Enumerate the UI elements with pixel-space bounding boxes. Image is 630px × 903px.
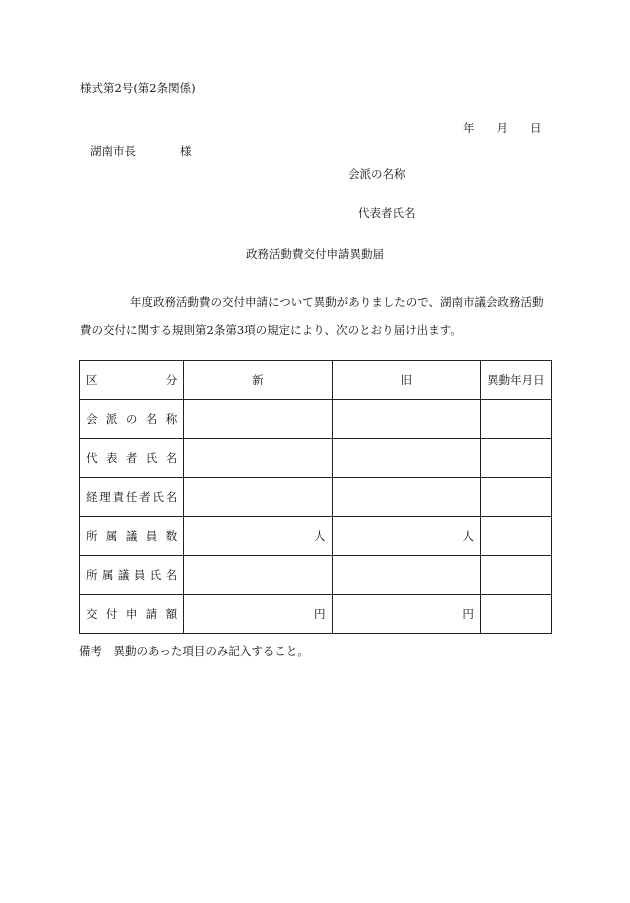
header-category-char: 分	[165, 373, 178, 387]
row-label-char: 理	[99, 490, 111, 504]
addressee-name: 湖南市長	[90, 144, 136, 158]
row-label-char: 属	[101, 568, 114, 582]
row-label	[80, 556, 184, 595]
table-header-row	[80, 361, 552, 400]
old-value-cell[interactable]	[332, 439, 480, 478]
row-label-char: 所	[86, 529, 98, 543]
old-value-cell[interactable]: 人	[332, 517, 480, 556]
table-row	[80, 556, 552, 595]
row-label-char: 氏	[149, 568, 162, 582]
row-label-char: 付	[105, 607, 118, 621]
table-row	[80, 595, 552, 634]
row-label-char: 名	[165, 490, 178, 504]
group-name-label: 会派の名称	[348, 167, 406, 181]
row-label-char: 員	[133, 568, 146, 582]
row-label-char: 会	[86, 412, 98, 426]
date-line	[463, 120, 542, 136]
date-year-label: 年	[463, 121, 475, 135]
header-new: 新	[184, 361, 332, 400]
change-date-cell[interactable]	[480, 517, 551, 556]
date-month-label: 月	[496, 121, 508, 135]
header-category	[80, 361, 184, 400]
old-value-cell[interactable]	[332, 400, 480, 439]
row-label-char: 派	[105, 412, 118, 426]
row-label-char: 表	[105, 451, 118, 465]
table-body	[80, 400, 552, 634]
new-value-cell[interactable]	[184, 556, 332, 595]
row-label-char: 員	[145, 529, 158, 543]
row-label-char: の	[125, 412, 138, 426]
body-text: 年度政務活動費の交付申請について異動がありましたので、湖南市議会政務活動費の交付に関する規則第2条第3項の規定により、次のとおり届け出ます。	[80, 295, 544, 337]
row-label-char: 名	[165, 568, 178, 582]
date-day-label: 日	[530, 121, 542, 135]
old-value-cell[interactable]: 円	[332, 595, 480, 634]
row-label-char: 属	[105, 529, 118, 543]
change-date-cell[interactable]	[480, 556, 551, 595]
remarks: 備考 異動のあった項目のみ記入すること。	[79, 644, 309, 658]
change-date-cell[interactable]	[480, 478, 551, 517]
new-value-cell[interactable]	[184, 478, 332, 517]
change-table	[79, 360, 552, 634]
row-label	[80, 478, 184, 517]
row-label-char: 任	[125, 490, 138, 504]
change-date-cell[interactable]	[480, 439, 551, 478]
old-value-cell[interactable]	[332, 556, 480, 595]
table-row	[80, 478, 552, 517]
row-label-char: 責	[112, 490, 125, 504]
row-label	[80, 595, 184, 634]
representative-label: 代表者氏名	[358, 206, 416, 220]
row-label-char: 所	[86, 568, 98, 582]
row-label	[80, 400, 184, 439]
header-old: 旧	[332, 361, 480, 400]
row-label-char: 額	[165, 607, 178, 621]
row-label-char: 請	[145, 607, 158, 621]
row-label-char: 経	[86, 490, 98, 504]
table-row	[80, 439, 552, 478]
header-category-char: 区	[86, 373, 98, 387]
new-value-cell[interactable]: 円	[184, 595, 332, 634]
new-value-cell[interactable]: 人	[184, 517, 332, 556]
new-value-cell[interactable]	[184, 439, 332, 478]
old-value-cell[interactable]	[332, 478, 480, 517]
row-label-char: 名	[165, 451, 178, 465]
form-number: 様式第2号(第2条関係)	[80, 81, 196, 95]
row-label-char: 数	[165, 529, 178, 543]
row-label-char: 者	[125, 451, 138, 465]
change-date-cell[interactable]	[480, 595, 551, 634]
table-row	[80, 400, 552, 439]
row-label-char: 名	[145, 412, 158, 426]
document-title: 政務活動費交付申請異動届	[246, 247, 384, 261]
change-date-cell[interactable]	[480, 400, 551, 439]
row-label-char: 申	[125, 607, 138, 621]
row-label-char: 交	[86, 607, 98, 621]
row-label-char: 者	[139, 490, 151, 504]
row-label-char: 氏	[145, 451, 158, 465]
honorific: 様	[180, 144, 192, 158]
row-label-char: 氏	[152, 490, 164, 504]
row-label	[80, 517, 184, 556]
row-label-char: 称	[165, 412, 178, 426]
row-label	[80, 439, 184, 478]
table-row	[80, 517, 552, 556]
row-label-char: 議	[117, 568, 130, 582]
row-label-char: 代	[86, 451, 98, 465]
row-label-char: 議	[125, 529, 138, 543]
addressee	[90, 143, 192, 159]
header-date: 異動年月日	[480, 361, 551, 400]
new-value-cell[interactable]	[184, 400, 332, 439]
